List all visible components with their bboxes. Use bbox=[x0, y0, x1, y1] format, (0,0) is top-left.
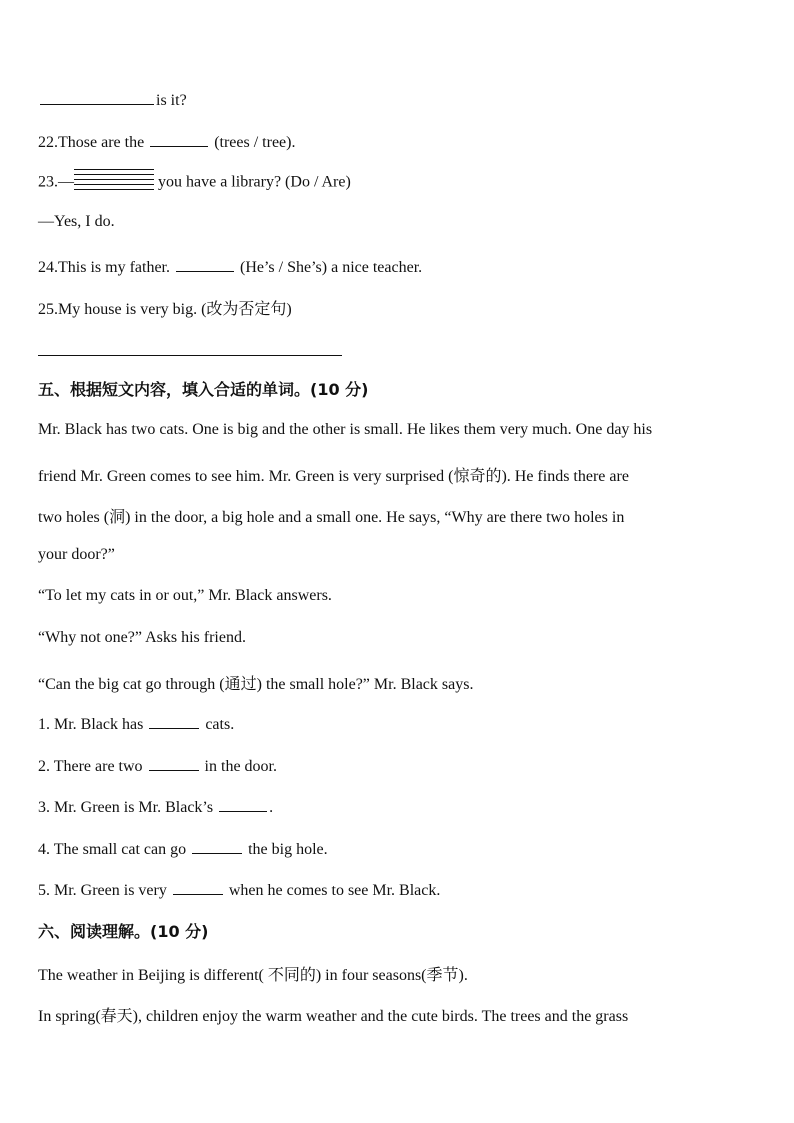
answer-line[interactable] bbox=[38, 355, 342, 356]
fill-question-3: 3. Mr. Green is Mr. Black’s . bbox=[38, 795, 273, 817]
passage-line: Mr. Black has two cats. One is big and the other is small. He likes them very much. One day his bbox=[38, 421, 653, 438]
answer-blank[interactable] bbox=[176, 255, 234, 272]
answer-blank[interactable] bbox=[149, 712, 199, 729]
reading-line: In spring(春天), children enjoy the warm weather and the cute birds. The trees and the grass bbox=[38, 1008, 629, 1025]
answer-blank[interactable] bbox=[173, 878, 223, 895]
question-23: 23.— you have a library? (Do / Are) bbox=[38, 172, 351, 194]
section-5-heading: 五、根据短文内容，填入合适的单词。(10 分) bbox=[38, 380, 369, 399]
question-25: 25.My house is very big. (改为否定句) bbox=[38, 301, 292, 318]
question-22: 22.Those are the (trees / tree). bbox=[38, 130, 295, 152]
fill-question-5: 5. Mr. Green is very when he comes to see Mr. Black. bbox=[38, 878, 440, 900]
question-24: 24.This is my father. (He’s / She’s) a nice teacher. bbox=[38, 255, 422, 277]
fill-question-1: 1. Mr. Black has cats. bbox=[38, 712, 234, 734]
fill-question-4: 4. The small cat can go the big hole. bbox=[38, 837, 328, 859]
answer-blank[interactable] bbox=[219, 795, 267, 812]
answer-blank[interactable] bbox=[40, 88, 154, 105]
passage-line: friend Mr. Green comes to see him. Mr. Green is very surprised (惊奇的). He finds there are bbox=[38, 468, 629, 485]
answer-blank[interactable] bbox=[192, 837, 242, 854]
passage-line: your door?” bbox=[38, 546, 115, 563]
passage-line: “Why not one?” Asks his friend. bbox=[38, 629, 246, 646]
reading-line: The weather in Beijing is different( 不同的) in four seasons(季节). bbox=[38, 967, 468, 984]
answer-blank[interactable] bbox=[150, 130, 208, 147]
passage-line: “To let my cats in or out,” Mr. Black answers. bbox=[38, 587, 332, 604]
fill-question-2: 2. There are two in the door. bbox=[38, 754, 277, 776]
answer-blank[interactable] bbox=[149, 754, 199, 771]
answer-blank[interactable] bbox=[74, 172, 154, 194]
question-23-reply: —Yes, I do. bbox=[38, 213, 115, 230]
passage-line: two holes (洞) in the door, a big hole and a small one. He says, “Why are there two holes in bbox=[38, 509, 625, 526]
question-21-tail: is it? bbox=[38, 88, 187, 110]
passage-line: “Can the big cat go through (通过) the small hole?” Mr. Black says. bbox=[38, 676, 474, 693]
section-6-heading: 六、阅读理解。(10 分) bbox=[38, 922, 209, 941]
